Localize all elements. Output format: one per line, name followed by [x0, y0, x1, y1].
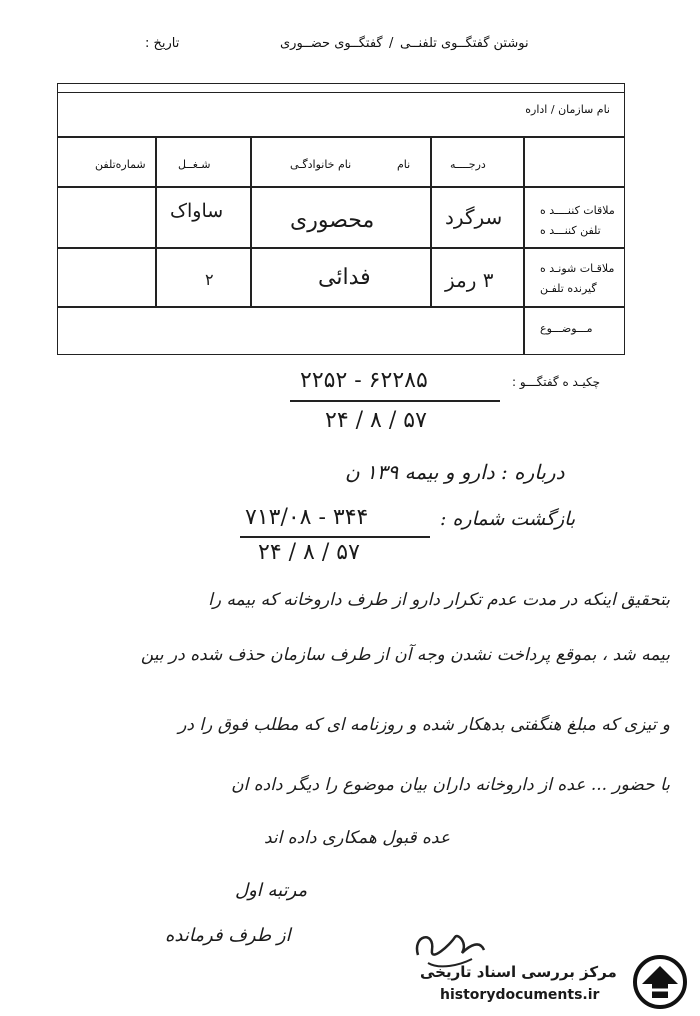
title-separator: /: [389, 36, 394, 51]
visitor-name: محصوری: [290, 208, 375, 233]
body-line-2: بیمه شد ، بموقع پرداخت نشدن وجه آن از طرف سازمان حذف شده در بین: [140, 645, 670, 665]
watermark-url: historydocuments.ir: [440, 987, 600, 1003]
body-line-4: با حضور ... عده از داروخانه داران بیان موضوع را دیگر داده ان: [231, 775, 670, 795]
row-label-visitor: ملاقات کننــــد ه: [540, 204, 615, 217]
form-divider: [57, 92, 625, 93]
about-subject: درباره : دارو و بیمه ۱۳۹ ن: [345, 460, 565, 484]
org-label: نام سازمان / اداره: [525, 103, 610, 116]
col-header-phone: شماره‌تلفن: [95, 158, 146, 171]
visitor-job: ساواک: [170, 200, 224, 222]
watermark-logo-icon: [632, 954, 688, 1010]
column-divider: [523, 136, 525, 355]
summary-ref-number: ۲۲۵۲ - ۶۲۲۸۵: [300, 368, 428, 393]
date-label: تاریخ :: [145, 36, 180, 51]
return-label: بازگشت شماره :: [440, 508, 576, 530]
sign-line-2: از طرف فرمانده: [165, 925, 291, 946]
row-label-receiver: گیرنده تلفـن: [540, 282, 597, 295]
subject-label: مـــوضـــوع: [540, 322, 593, 335]
visited-job: ۲: [205, 270, 214, 289]
form-divider: [57, 136, 625, 138]
body-line-3: و تیزی که مبلغ هنگفتی بدهکار شده و روزنامه ای که مطلب فوق را در: [178, 715, 670, 735]
visited-rank: ۳ رمز: [445, 268, 494, 292]
document-title-left: نوشتن گفتگــوی تلفنــی: [400, 36, 529, 51]
visited-name: فدائی: [318, 265, 371, 290]
return-date: ۲۴ / ۸ / ۵۷: [258, 540, 360, 565]
form-divider: [57, 247, 625, 249]
document-title-right: گفتگــوی حضــوری: [280, 36, 383, 51]
col-header-family: نام خانوادگـی: [290, 158, 352, 171]
visitor-rank: سرگرد: [445, 205, 503, 229]
return-underline: [240, 536, 430, 538]
summary-underline: [290, 400, 500, 402]
return-number: ۷۱۳/۰۸ - ۳۴۴: [245, 505, 369, 530]
summary-label: چکیـد ه گفتگـــو :: [512, 375, 601, 389]
form-divider: [57, 306, 625, 308]
col-header-name: نام: [397, 158, 411, 171]
summary-ref-date: ۲۴ / ۸ / ۵۷: [325, 408, 427, 433]
form-divider: [57, 186, 625, 188]
column-divider: [430, 136, 432, 306]
watermark-title: مرکز بررسی اسناد تاریخی: [420, 963, 617, 981]
row-label-caller: تلفن کننـــد ه: [540, 224, 601, 237]
col-header-rank: درجــــه: [450, 158, 486, 171]
body-line-5: عده قبول همکاری داده اند: [263, 828, 450, 848]
sign-line-1: مرتبه اول: [235, 880, 308, 901]
body-line-1: بتحقیق اینکه در مدت عدم تکرار دارو از طرف داروخانه که بیمه را: [208, 590, 670, 610]
row-label-visited: ملاقـات شونـد ه: [540, 262, 615, 275]
col-header-job: شـغــل: [178, 158, 211, 171]
column-divider: [155, 136, 157, 306]
column-divider: [250, 136, 252, 306]
